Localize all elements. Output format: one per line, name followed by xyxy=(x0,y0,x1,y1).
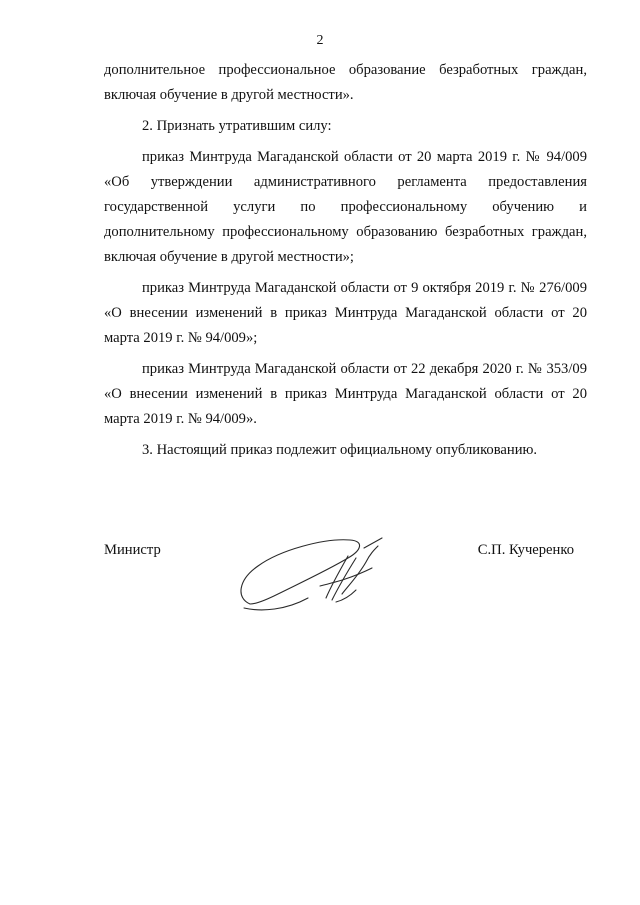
signatory-title: Министр xyxy=(104,542,161,558)
paragraph-order-353: приказ Минтруда Магаданской области от 22 декабря 2020 г. № 353/09 «О внесении изменений в приказ Минтруда Магаданской области от 20 марта 2019 г. № 94/009». xyxy=(104,361,587,427)
handwritten-signature xyxy=(232,528,392,618)
page-number: 2 xyxy=(316,33,324,48)
paragraph-item-3: 3. Настоящий приказ подлежит официальному опубликованию. xyxy=(142,442,538,458)
signatory-name: С.П. Кучеренко xyxy=(477,542,574,558)
paragraph-continuation: дополнительное профессиональное образование безработных граждан, включая обучение в другой местности». xyxy=(104,62,587,103)
document-body xyxy=(104,58,587,463)
paragraph-order-276: приказ Минтруда Магаданской области от 9 октября 2019 г. № 276/009 «О внесении изменений в приказ Минтруда Магаданской области от 20 марта 2019 г. № 94/009»; xyxy=(104,280,587,346)
paragraph-order-94: приказ Минтруда Магаданской области от 20 марта 2019 г. № 94/009 «Об утверждении административного регламента предоставления государственной услуги по профессиональному обучению и дополнительному профессиональному образованию безработных граждан, включая обучение в другой местности»; xyxy=(104,149,587,265)
paragraph-item-2: 2. Признать утратившим силу: xyxy=(142,118,332,134)
